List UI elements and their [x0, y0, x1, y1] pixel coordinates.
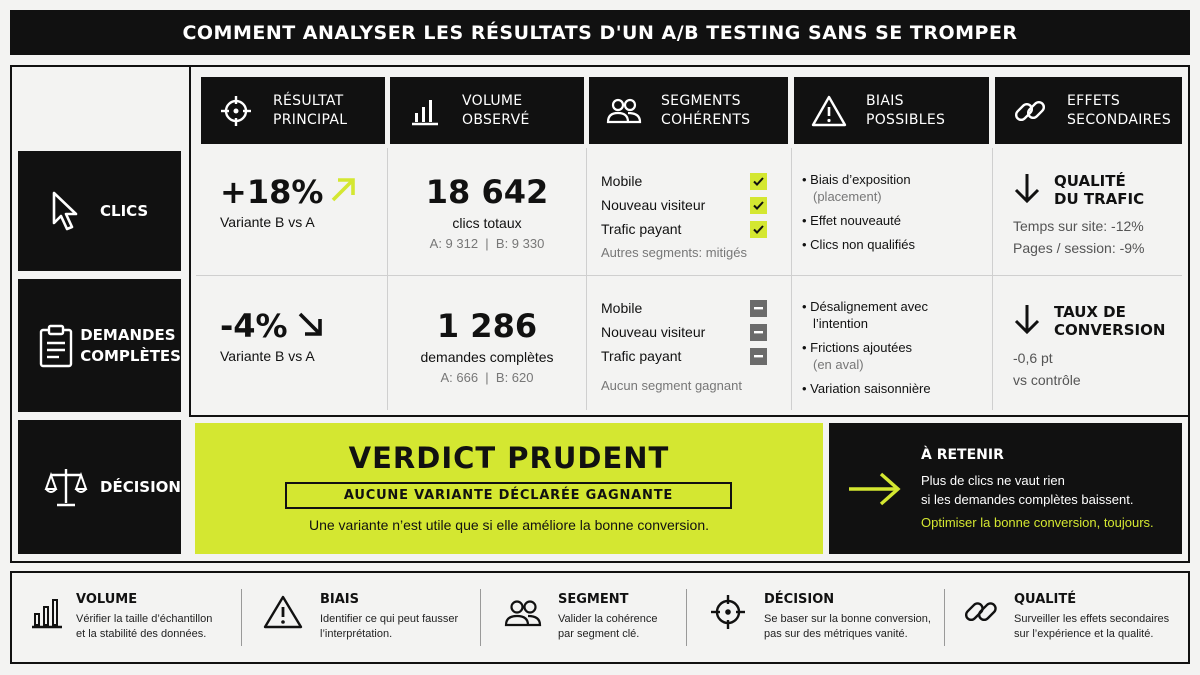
- clics-result-value: +18%: [220, 173, 324, 211]
- clics-result-sub: Variante B vs A: [220, 214, 315, 230]
- target-icon: [211, 86, 261, 136]
- column-label: BIAIS: [866, 92, 904, 109]
- segment-row: [601, 344, 767, 368]
- bias-item: Désalignement avec: [810, 299, 928, 314]
- bias-item: Variation saisonnière: [810, 381, 931, 396]
- warning-icon: [263, 595, 303, 634]
- column-divider: [387, 148, 388, 410]
- arrow-up-right-icon: [329, 176, 357, 209]
- column-divider: [586, 148, 587, 410]
- row-divider: [196, 275, 1182, 276]
- column-header-biais: [794, 77, 989, 144]
- row-demandes: [18, 279, 181, 412]
- effect-value: Pages / session: -9%: [1013, 240, 1145, 256]
- column-header-resultat: [201, 77, 385, 144]
- legend-desc-2: sur l’expérience et la qualité.: [1014, 628, 1154, 640]
- users-icon: [503, 597, 543, 634]
- clics-segments: [601, 169, 767, 241]
- segment-row: [601, 320, 767, 344]
- segment-label: Mobile: [601, 300, 643, 316]
- legend-item-qualite: [1014, 592, 1169, 642]
- column-label-2: PRINCIPAL: [273, 111, 348, 128]
- legend-desc-2: l’interprétation.: [320, 628, 393, 640]
- scales-icon: [36, 457, 96, 517]
- verdict-title: VERDICT PRUDENT: [348, 441, 670, 475]
- demandes-volume-sub: demandes complètes: [420, 349, 554, 365]
- takeaway-text: [921, 471, 1133, 509]
- minus-icon: [750, 348, 767, 365]
- demandes-result: [220, 307, 324, 345]
- bias-item: Biais d’exposition: [810, 172, 911, 187]
- takeaway-accent: Optimiser la bonne conversion, toujours.: [921, 515, 1154, 530]
- minus-icon: [750, 300, 767, 317]
- arrow-down-icon: [1012, 303, 1042, 340]
- clics-effect-values: [1013, 215, 1145, 259]
- legend-title: BIAIS: [320, 592, 360, 607]
- legend-desc: Se baser sur la bonne conversion,: [764, 613, 931, 625]
- clics-volume-sub: clics totaux: [452, 215, 522, 231]
- bias-item-2: l’intention: [813, 316, 868, 331]
- legend-title: QUALITÉ: [1014, 592, 1077, 607]
- verdict-boxed-label: AUCUNE VARIANTE DÉCLARÉE GAGNANTE: [285, 482, 732, 509]
- segment-label: Nouveau visiteur: [601, 197, 706, 213]
- bar-chart-icon: [400, 86, 450, 136]
- legend-title: DÉCISION: [764, 592, 835, 607]
- demandes-volume-split: A: 666 | B: 620: [440, 370, 534, 385]
- legend-desc: Surveiller les effets secondaires: [1014, 613, 1170, 625]
- users-icon: [599, 86, 649, 136]
- arrow-down-right-icon: [296, 310, 324, 343]
- clics-volume: [390, 173, 584, 251]
- effect-value: -0,6 pt: [1013, 350, 1053, 366]
- bias-item: Frictions ajoutées: [810, 340, 913, 355]
- check-icon: [750, 221, 767, 238]
- legend-title: VOLUME: [76, 592, 138, 607]
- page-title: [10, 10, 1190, 55]
- segment-row: [601, 193, 767, 217]
- effect-value: Temps sur site: -12%: [1013, 218, 1144, 234]
- row-label: DÉCISION: [100, 477, 181, 496]
- demandes-effect-values: [1013, 347, 1081, 391]
- link-icon: [961, 594, 1001, 635]
- target-icon: [709, 593, 747, 636]
- bar-chart-icon: [30, 597, 64, 634]
- check-icon: [750, 197, 767, 214]
- segment-label: Nouveau visiteur: [601, 324, 706, 340]
- clipboard-icon: [36, 316, 76, 376]
- effect-value: vs contrôle: [1013, 372, 1081, 388]
- takeaway-panel: [829, 423, 1182, 554]
- column-label-2: COHÉRENTS: [661, 111, 751, 128]
- takeaway-title: À RETENIR: [921, 447, 1004, 463]
- segment-label: Trafic payant: [601, 348, 682, 364]
- legend-desc: Vérifier la taille d’échantillon: [76, 613, 213, 625]
- demandes-bias: • Désalignement avec l’intention • Frictions ajoutées (en aval) • Variation saisonnière: [802, 298, 987, 397]
- column-divider: [791, 148, 792, 410]
- column-label: SEGMENTS: [661, 92, 741, 109]
- cursor-icon: [36, 181, 96, 241]
- demandes-segments-note: Aucun segment gagnant: [601, 378, 742, 393]
- demandes-volume-value: 1 286: [436, 307, 538, 345]
- bias-item: Effet nouveauté: [810, 213, 902, 228]
- legend-item-biais: [320, 592, 458, 642]
- row-clics: [18, 151, 181, 271]
- row-label: DEMANDES: [80, 325, 176, 344]
- demandes-result-value: -4%: [220, 307, 288, 345]
- column-label-2: POSSIBLES: [866, 111, 946, 128]
- row-label: CLICS: [100, 201, 149, 220]
- legend-item-volume: [76, 592, 212, 642]
- verdict-panel: [195, 423, 823, 554]
- minus-icon: [750, 324, 767, 341]
- legend-divider: [944, 589, 945, 646]
- segment-row: [601, 217, 767, 241]
- column-header-effets: [995, 77, 1182, 144]
- takeaway-line: Plus de clics ne vaut rien: [921, 473, 1065, 488]
- bias-note: (en aval): [813, 357, 864, 372]
- clics-segments-note: Autres segments: mitigés: [601, 245, 747, 260]
- column-label-2: OBSERVÉ: [462, 111, 530, 128]
- row-label-2: COMPLÈTES: [80, 346, 181, 365]
- page-title-text: COMMENT ANALYSER LES RÉSULTATS D'UN A/B TESTING SANS SE TROMPER: [182, 21, 1018, 44]
- legend-desc-2: et la stabilité des données.: [76, 628, 207, 640]
- clics-volume-split: A: 9 312 | B: 9 330: [429, 236, 545, 251]
- legend-desc: Identifier ce qui peut fausser: [320, 613, 459, 625]
- column-label: VOLUME: [462, 92, 523, 109]
- bias-item: Clics non qualifiés: [810, 237, 915, 252]
- bias-note: (placement): [813, 189, 882, 204]
- segment-label: Mobile: [601, 173, 643, 189]
- legend-divider: [686, 589, 687, 646]
- link-icon: [1005, 86, 1055, 136]
- legend-desc: Valider la cohérence: [558, 613, 658, 625]
- takeaway-line: si les demandes complètes baissent.: [921, 492, 1134, 507]
- clics-volume-value: 18 642: [425, 173, 549, 211]
- row-decision: [18, 420, 181, 554]
- clics-effect: [1012, 172, 1144, 209]
- check-icon: [750, 173, 767, 190]
- verdict-note: Une variante n’est utile que si elle améliore la bonne conversion.: [308, 517, 709, 533]
- arrow-down-icon: [1012, 172, 1042, 209]
- effect-title-2: CONVERSION: [1054, 321, 1166, 339]
- segment-label: Trafic payant: [601, 221, 682, 237]
- clics-result: [220, 173, 357, 211]
- legend-item-decision: [764, 592, 931, 642]
- segment-row: [601, 296, 767, 320]
- column-label: RÉSULTAT: [273, 92, 344, 109]
- column-header-segments: [589, 77, 788, 144]
- effect-title: TAUX DE: [1054, 303, 1126, 321]
- segment-row: [601, 169, 767, 193]
- legend-divider: [241, 589, 242, 646]
- demandes-segments: [601, 296, 767, 368]
- legend-title: SEGMENT: [558, 592, 629, 607]
- legend-item-segment: [558, 592, 657, 642]
- effect-title: QUALITÉ: [1054, 172, 1126, 190]
- effect-title-2: DU TRAFIC: [1054, 190, 1145, 208]
- column-divider: [992, 148, 993, 410]
- legend-desc-2: par segment clé.: [558, 628, 640, 640]
- warning-icon: [804, 86, 854, 136]
- clics-bias: • Biais d’exposition (placement) • Effet nouveauté • Clics non qualifiés: [802, 171, 987, 253]
- legend-desc-2: pas sur des métriques vanité.: [764, 628, 908, 640]
- column-header-volume: [390, 77, 584, 144]
- arrow-right-icon: [847, 471, 903, 512]
- column-label-2: SECONDAIRES: [1067, 111, 1172, 128]
- demandes-effect: [1012, 303, 1165, 340]
- legend-divider: [480, 589, 481, 646]
- demandes-volume: [390, 307, 584, 385]
- column-label: EFFETS: [1067, 92, 1121, 109]
- demandes-result-sub: Variante B vs A: [220, 348, 315, 364]
